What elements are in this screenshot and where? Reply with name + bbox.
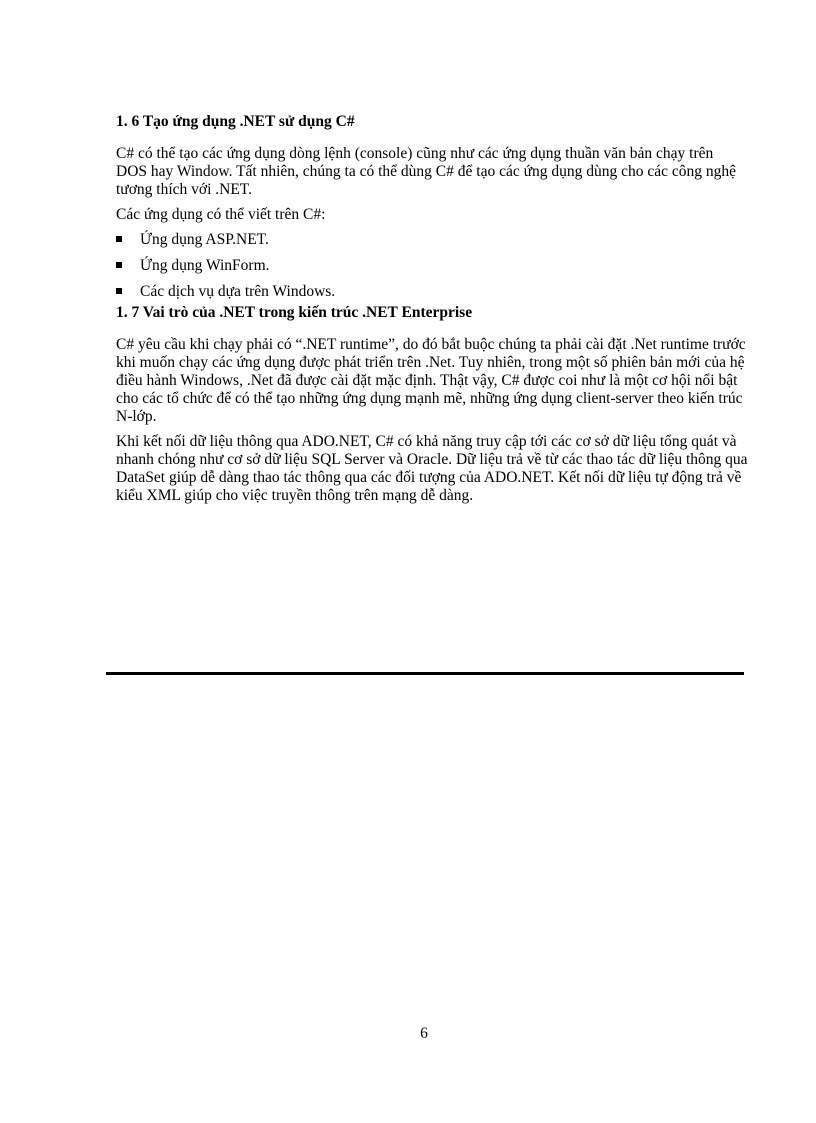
square-bullet-icon: [116, 236, 122, 242]
application-type-list: [116, 231, 748, 301]
list-item: [116, 283, 748, 301]
page-number: 6: [420, 1025, 428, 1042]
section-1-6-paragraph: C# có thể tạo các ứng dụng dòng lệnh (console) cũng như các ứng dụng thuần văn bản chạy trên DOS hay Window. Tất nhiên, chúng ta có thể dùng C# để tạo các ứng dụng dùng cho các công nghệ tương thích với .NET.: [116, 145, 737, 198]
list-item: [116, 231, 748, 249]
square-bullet-icon: [116, 288, 122, 294]
list-item-text: Ứng dụng WinForm.: [140, 257, 270, 274]
list-item-text: Các dịch vụ dựa trên Windows.: [140, 283, 336, 300]
square-bullet-icon: [116, 262, 122, 268]
page-content: [116, 112, 748, 512]
section-1-7-paragraph-1: C# yêu cầu khi chạy phải có “.NET runtime”, do đó bắt buộc chúng ta phải cài đặt .Net runtime trước khi muốn chạy các ứng dụng được phát triển trên .Net. Tuy nhiên, trong một số phiên bản mới của hệ điều hành Windows, .Net đã được cài đặt mặc định. Thật vậy, C# được coi như là một cơ hội nổi bật cho các tổ chức để có thể tạo những ứng dụng mạnh mẽ, những ứng dụng client-server theo kiến trúc N-lớp.: [116, 336, 746, 425]
list-intro: Các ứng dụng có thể viết trên C#:: [116, 206, 326, 223]
section-heading-1-6: 1. 6 Tạo ứng dụng .NET sử dụng C#: [116, 113, 355, 130]
list-item-text: Ứng dụng ASP.NET.: [140, 231, 269, 248]
section-heading-1-7: 1. 7 Vai trò của .NET trong kiến trúc .NET Enterprise: [116, 304, 473, 321]
horizontal-divider: [106, 672, 744, 675]
section-1-7-paragraph-2: Khi kết nối dữ liệu thông qua ADO.NET, C# có khả năng truy cập tới các cơ sở dữ liệu tổng quát và nhanh chóng như cơ sở dữ liệu SQL Server và Oracle. Dữ liệu trả về từ các thao tác dữ liệu thông qua DataSet giúp dễ dàng thao tác thông qua các đối tượng của ADO.NET. Kết nối dữ liệu tự động trả về kiểu XML giúp cho việc truyền thông trên mạng dễ dàng.: [116, 433, 748, 504]
list-item: [116, 257, 748, 275]
